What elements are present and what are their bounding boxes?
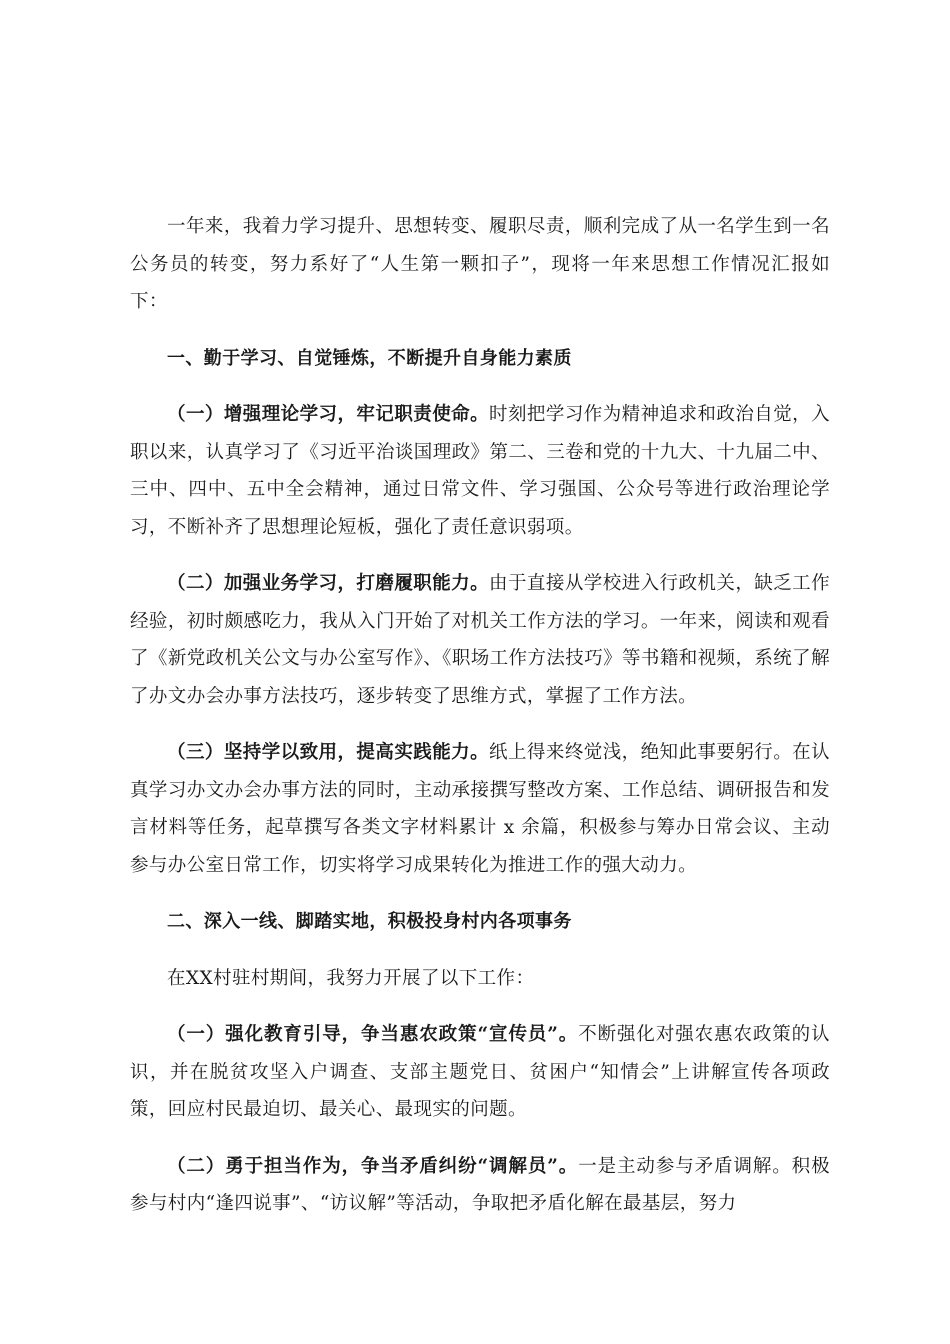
- section-1-item-1: [130, 396, 830, 546]
- section-1-heading: 一、勤于学习、自觉锤炼，不断提升自身能力素质: [167, 347, 572, 369]
- item-body: 纸上得来终觉浅，绝知此事要躬行。在认真学习办文办会办事方法的同时，主动承接撰写整改方案、工作总结、调研报告和发言材料等任务，起草撰写各类文字材料累计 x 余篇，积极参与筹办日常会议、主动参与办公室日常工作，切实将学习成果转化为推进工作的强大动力。: [130, 742, 830, 876]
- item-lead: （二）加强业务学习，打磨履职能力。: [167, 573, 490, 594]
- item-lead: （一）强化教育引导，争当惠农政策“宣传员”。: [167, 1024, 579, 1045]
- section-2-item-2: [130, 1148, 830, 1223]
- item-lead: （一）增强理论学习，牢记职责使命。: [167, 404, 490, 425]
- item-body: 不断强化对强农惠农政策的认识，并在脱贫攻坚入户调查、支部主题党日、贫困户“知情会”上讲解宣传各项政策，回应村民最迫切、最关心、最现实的问题。: [130, 1024, 830, 1120]
- section-2-item-1: [130, 1016, 830, 1129]
- section-1-item-2: [130, 565, 830, 715]
- item-body: 一是主动参与矛盾调解。积极参与村内“逢四说事”、“访议解”等活动，争取把矛盾化解在最基层，努力: [130, 1155, 830, 1214]
- item-body: 时刻把学习作为精神追求和政治自觉，入职以来，认真学习了《习近平治谈国理政》第二、三卷和党的十九大、十九届二中、三中、四中、五中全会精神，通过日常文件、学习强国、公众号等进行政治理论学习，不断补齐了思想理论短板，强化了责任意识弱项。: [130, 404, 830, 538]
- intro-paragraph: 一年来，我着力学习提升、思想转变、履职尽责，顺利完成了从一名学生到一名公务员的转变，努力系好了“人生第一颗扣子”，现将一年来思想工作情况汇报如下：: [130, 216, 830, 312]
- item-body: 由于直接从学校进入行政机关，缺乏工作经验，初时颇感吃力，我从入门开始了对机关工作方法的学习。一年来，阅读和观看了《新党政机关公文与办公室写作》、《职场工作方法技巧》等书籍和视频，系统了解了办文办会办事方法技巧，逐步转变了思维方式，掌握了工作方法。: [130, 573, 830, 707]
- section-2-heading: 二、深入一线、脚踏实地，积极投身村内各项事务: [167, 911, 572, 932]
- section-1-item-3: [130, 734, 830, 884]
- item-lead: （三）坚持学以致用，提高实践能力。: [167, 742, 490, 763]
- section-2-intro: 在XX村驻村期间，我努力开展了以下工作：: [167, 967, 535, 989]
- item-lead: （二）勇于担当作为，争当矛盾纠纷“调解员”。: [167, 1155, 579, 1177]
- document-body: [130, 208, 830, 1242]
